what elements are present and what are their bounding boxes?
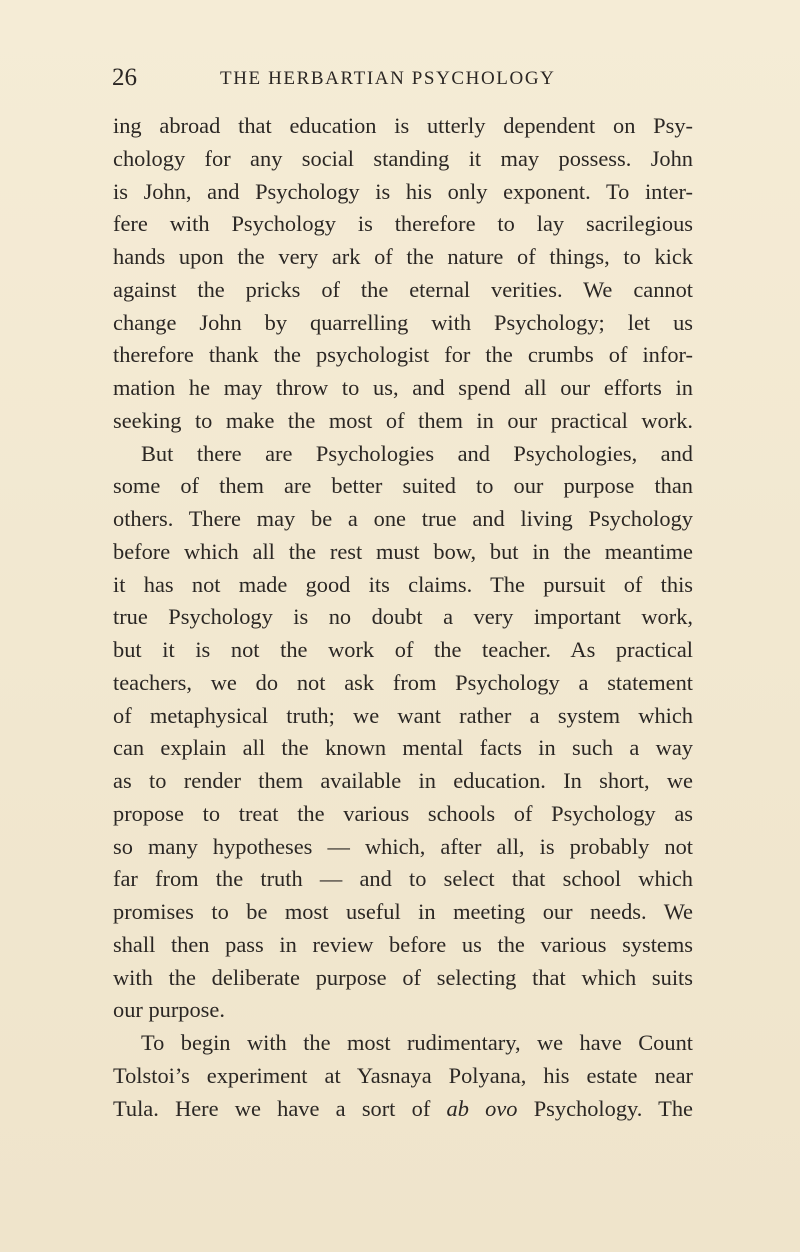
page-number: 26: [112, 64, 137, 91]
text-line: of metaphysical truth; we want rather a system which: [113, 702, 693, 728]
text-line: can explain all the known mental facts in such a way: [113, 735, 693, 761]
text-line: But there are Psychologies and Psychologies, and: [141, 440, 693, 466]
text-line: propose to treat the various schools of Psychology as: [113, 800, 693, 826]
text-line: ing abroad that education is utterly dependent on Psy-: [113, 113, 693, 138]
final-line-start: Tula. Here we have a sort of: [113, 1095, 447, 1121]
text-line: with the deliberate purpose of selecting that which suits: [113, 964, 693, 990]
text-line: before which all the rest must bow, but in the meantime: [113, 538, 693, 564]
text-line: others. There may be a one true and living Psychology: [113, 506, 693, 531]
text-line: against the pricks of the eternal verities. We cannot: [113, 276, 693, 302]
text-line: as to render them available in education. In short, we: [113, 768, 693, 793]
text-line: our purpose.: [113, 997, 225, 1023]
text-line: far from the truth — and to select that school which: [113, 866, 693, 892]
text-line: fere with Psychology is therefore to lay sacrilegious: [113, 211, 693, 237]
text-line: Tolstoi’s experiment at Yasnaya Polyana, his estate near: [113, 1062, 693, 1088]
text-line: is John, and Psychology is his only exponent. To inter-: [113, 178, 693, 204]
text-line: shall then pass in review before us the various systems: [113, 931, 693, 957]
final-line-end: Psychology. The: [517, 1095, 693, 1121]
text-line: true Psychology is no doubt a very important work,: [113, 604, 693, 630]
text-line: change John by quarrelling with Psychology; let us: [113, 309, 693, 335]
body-text: [113, 110, 693, 1125]
italic-phrase: ab ovo: [446, 1095, 518, 1121]
text-line: but it is not the work of the teacher. As practical: [113, 637, 693, 662]
text-line-final: [113, 1093, 693, 1126]
text-line: teachers, we do not ask from Psychology a statement: [113, 669, 693, 695]
page-header: [112, 64, 692, 94]
text-line: chology for any social standing it may possess. John: [113, 145, 693, 171]
text-line: hands upon the very ark of the nature of things, to kick: [113, 244, 693, 269]
text-line: so many hypotheses — which, after all, is probably not: [113, 833, 693, 859]
running-title: THE HERBARTIAN PSYCHOLOGY: [220, 68, 556, 89]
text-line: mation he may throw to us, and spend all our efforts in: [113, 375, 693, 400]
text-line: some of them are better suited to our purpose than: [113, 473, 693, 499]
text-line: To begin with the most rudimentary, we have Count: [141, 1030, 693, 1055]
text-line: therefore thank the psychologist for the crumbs of infor-: [113, 342, 693, 368]
text-line: it has not made good its claims. The pursuit of this: [113, 571, 693, 597]
text-line: promises to be most useful in meeting our needs. We: [113, 899, 693, 924]
text-line: seeking to make the most of them in our practical work.: [113, 407, 693, 433]
